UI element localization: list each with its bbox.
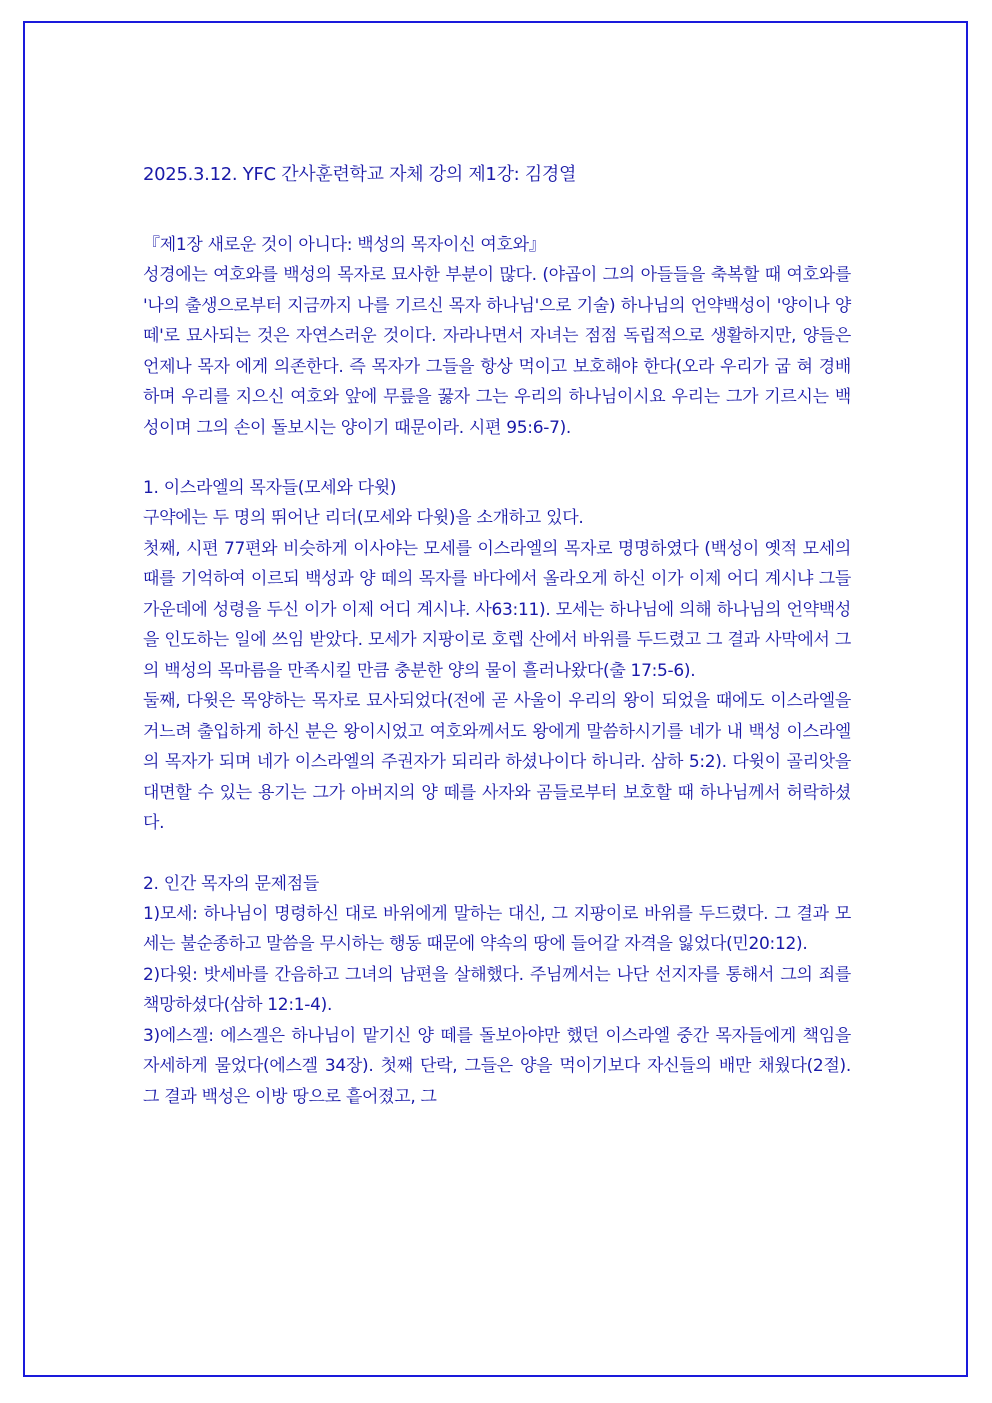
document-title: 2025.3.12. YFC 간사훈련학교 자체 강의 제1강: 김경열 — [143, 164, 577, 185]
section2-paragraph-2: 2)다윗: 밧세바를 간음하고 그녀의 남편을 살해했다. 주님께서는 나단 선지자를 통해서 그의 죄를 책망하셨다(삼하 12:1-4). — [143, 964, 851, 1015]
section1-paragraph-3: 둘째, 다윗은 목양하는 목자로 묘사되었다(전에 곧 사울이 우리의 왕이 되었을 때에도 이스라엘을 거느려 출입하게 하신 분은 왕이시었고 여호와께서도 왕에게 말씀하시기를 네가 내 백성 이스라엘의 목자가 되며 네가 이스라엘의 주권자가 되리라 하셨나이다 하니라. 삼하 5:2). 다윗이 골리앗을 대면할 수 있는 용기는 그가 아버지의 양 떼를 사자와 곰들로부터 보호할 때 하나님께서 허락하셨다. — [143, 691, 851, 833]
document-body — [143, 160, 851, 1112]
intro-paragraph: 성경에는 여호와를 백성의 목자로 묘사한 부분이 많다. (야곱이 그의 아들들을 축복할 때 여호와를 '나의 출생으로부터 지금까지 나를 기르신 목자 하나님'으로 기술) 하나님의 언약백성이 '양이나 양떼'로 묘사되는 것은 자연스러운 것이다. 자라나면서 자녀는 점점 독립적으로 생활하지만, 양들은 언제나 목자 에게 의존한다. 즉 목자가 그들을 항상 먹이고 보호해야 한다(오라 우리가 굽 혀 경배하며 우리를 지으신 여호와 앞에 무릎을 꿇자 그는 우리의 하나님이시요 우리는 그가 기르시는 백성이며 그의 손이 돌보시는 양이기 때문이라. 시편 95:6-7). — [143, 265, 851, 438]
section2-paragraph-1: 1)모세: 하나님이 명령하신 대로 바위에게 말하는 대신, 그 지팡이로 바위를 두드렸다. 그 결과 모세는 불순종하고 말씀을 무시하는 행동 때문에 약속의 땅에 들어갈 자격을 잃었다(민20:12). — [143, 903, 851, 954]
section1-paragraph-1: 구약에는 두 명의 뛰어난 리더(모세와 다윗)을 소개하고 있다. — [143, 508, 584, 528]
section2-paragraph-3: 3)에스겔: 에스겔은 하나님이 맡기신 양 떼를 돌보아야만 했던 이스라엘 중간 목자들에게 책임을 자세하게 물었다(에스겔 34장). 첫째 단락, 그들은 양을 먹이기보다 자신들의 배만 채웠다(2절). 그 결과 백성은 이방 땅으로 흩어졌고, 그 — [143, 1025, 851, 1107]
spacer — [143, 443, 851, 473]
section2-heading: 2. 인간 목자의 문제점들 — [143, 873, 320, 894]
spacer — [143, 839, 851, 869]
section1-heading: 1. 이스라엘의 목자들(모세와 다윗) — [143, 478, 397, 498]
chapter-title: 『제1장 새로운 것이 아니다: 백성의 목자이신 여호와』 — [143, 235, 546, 255]
section1-paragraph-2: 첫째, 시편 77편와 비슷하게 이사야는 모세를 이스라엘의 목자로 명명하였다 (백성이 옛적 모세의 때를 기억하여 이르되 백성과 양 떼의 목자를 바다에서 올라오게 하신 이가 이제 어디 계시냐 그들 가운데에 성령을 두신 이가 이제 어디 계시냐. 사63:11). 모세는 하나님에 의해 하나님의 언약백성을 인도하는 일에 쓰임 받았다. 모세가 지팡이로 호렙 산에서 바위를 두드렸고 그 결과 사막에서 그의 백성의 목마름을 만족시킬 만큼 충분한 양의 물이 흘러나왔다(출 17:5-6). — [143, 538, 851, 681]
